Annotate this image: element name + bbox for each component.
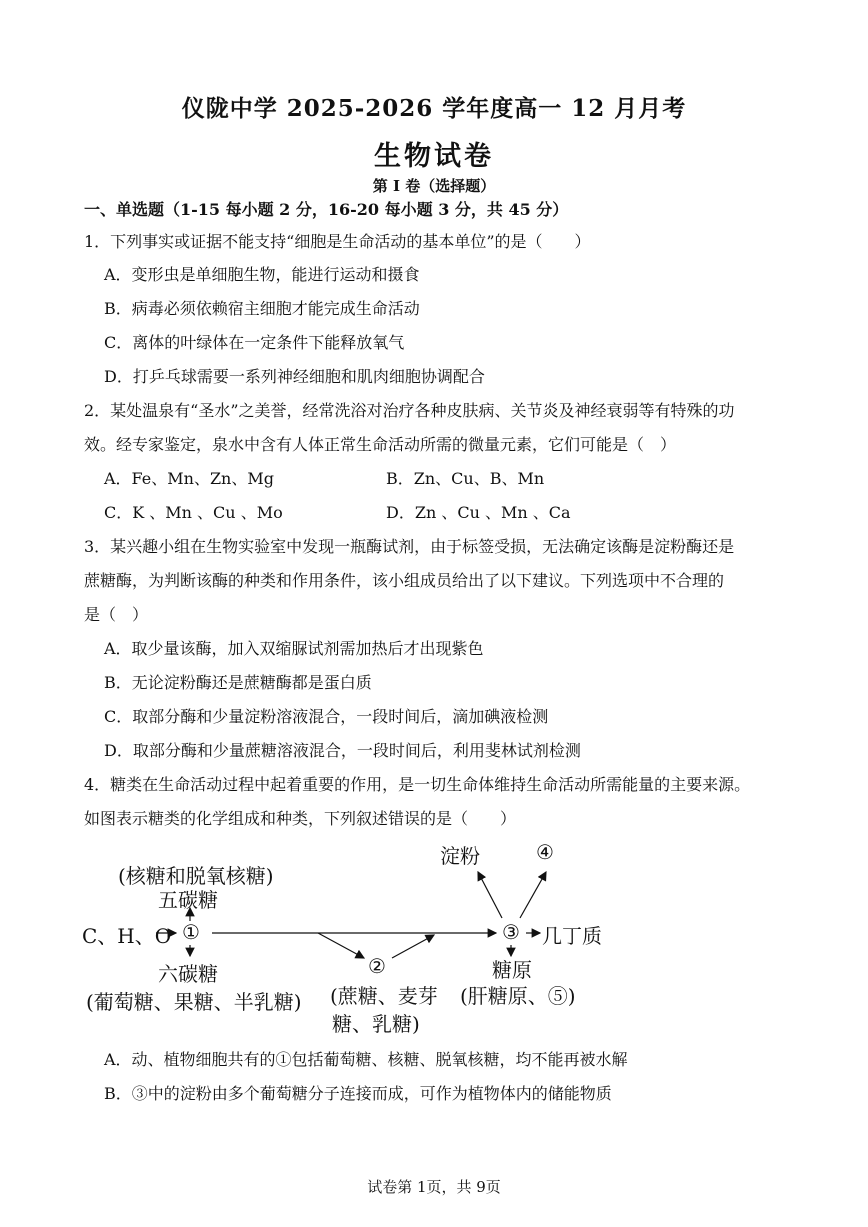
diagram-glycogen: 糖原	[492, 958, 532, 982]
diagram-hexose: 六碳糖	[158, 962, 218, 986]
q3-stem-line2: 蔗糖酶，为判断该酶的种类和作用条件，该小组成员给出了以下建议。下列选项中不合理的	[84, 571, 725, 590]
arrow-2-to-main	[392, 935, 434, 958]
q1-option-a: A．变形虫是单细胞生物，能进行运动和摄食	[104, 265, 420, 284]
q2-option-b: B．Zn、Cu、B、Mn	[386, 469, 545, 488]
q2-stem-line1: 2．某处温泉有“圣水”之美誉，经常洗浴对治疗各种皮肤病、关节炎及神经衰弱等有特殊的功	[84, 401, 735, 420]
q1-option-c: C．离体的叶绿体在一定条件下能释放氧气	[104, 333, 405, 352]
q3-stem-line1: 3．某兴趣小组在生物实验室中发现一瓶酶试剂，由于标签受损，无法确定该酶是淀粉酶还是	[84, 537, 735, 556]
page-footer: 试卷第 1页，共 9页	[367, 1178, 501, 1196]
diagram-disaccharide-line1: (蔗糖、麦芽	[330, 984, 438, 1008]
diagram-pentose: 五碳糖	[158, 888, 218, 912]
diagram-starch: 淀粉	[440, 844, 480, 868]
q2-option-d: D．Zn 、Cu 、Mn 、Ca	[386, 503, 571, 522]
diagram-start-elements: C、H、O	[82, 924, 172, 948]
arrow-to-2	[318, 933, 364, 958]
diagram-chitin: 几丁质	[542, 924, 602, 948]
diagram-pentose-examples: (核糖和脱氧核糖)	[118, 864, 274, 888]
q4-stem-line1: 4．糖类在生命活动过程中起着重要的作用，是一切生命体维持生命活动所需能量的主要来源。	[84, 775, 751, 794]
q2-option-a: A．Fe、Mn、Zn、Mg	[104, 469, 274, 488]
q3-option-d: D．取部分酶和少量蔗糖溶液混合，一段时间后，利用斐林试剂检测	[104, 741, 581, 760]
q1-option-d: D．打乒乓球需要一系列神经细胞和肌肉细胞协调配合	[104, 367, 485, 386]
diagram-node-2: ②	[368, 954, 386, 978]
exam-title: 仪陇中学 2025-2026 学年度高一 12 月月考	[181, 95, 687, 122]
q3-option-b: B．无论淀粉酶还是蔗糖酶都是蛋白质	[104, 673, 372, 692]
q3-stem-line3: 是（ ）	[84, 605, 149, 624]
q3-option-a: A．取少量该酶，加入双缩脲试剂需加热后才出现紫色	[104, 639, 484, 658]
diagram-node-4: ④	[536, 840, 554, 864]
volume-heading: 第 I 卷（选择题）	[372, 177, 496, 195]
q2-stem-line2: 效。经专家鉴定，泉水中含有人体正常生命活动所需的微量元素，它们可能是（ ）	[84, 435, 677, 454]
diagram-node-1: ①	[182, 920, 200, 944]
q3-option-c: C．取部分酶和少量淀粉溶液混合，一段时间后，滴加碘液检测	[104, 707, 549, 726]
q4-stem-line2: 如图表示糖类的化学组成和种类，下列叙述错误的是（ ）	[84, 809, 517, 828]
exam-subject: 生物试卷	[374, 141, 494, 172]
diagram-disaccharide-line2: 糖、乳糖)	[332, 1012, 420, 1036]
q2-option-c: C．K 、Mn 、Cu 、Mo	[104, 503, 283, 522]
q4-option-a: A．动、植物细胞共有的①包括葡萄糖、核糖、脱氧核糖，均不能再被水解	[104, 1050, 628, 1069]
diagram-glycogen-examples: (肝糖原、⑤)	[460, 984, 576, 1008]
q1-stem: 1．下列事实或证据不能支持“细胞是生命活动的基本单位”的是（ ）	[84, 232, 591, 251]
sugar-classification-diagram	[78, 836, 638, 1036]
arrow-3-to-4	[520, 872, 546, 918]
q4-option-b: B．③中的淀粉由多个葡萄糖分子连接而成，可作为植物体内的储能物质	[104, 1084, 612, 1103]
diagram-hexose-examples: (葡萄糖、果糖、半乳糖)	[86, 990, 302, 1014]
arrow-3-to-starch	[478, 872, 502, 918]
q1-option-b: B．病毒必须依赖宿主细胞才能完成生命活动	[104, 299, 420, 318]
section-heading: 一、单选题（1-15 每小题 2 分，16-20 每小题 3 分，共 45 分）	[84, 200, 569, 219]
diagram-node-3: ③	[502, 920, 520, 944]
